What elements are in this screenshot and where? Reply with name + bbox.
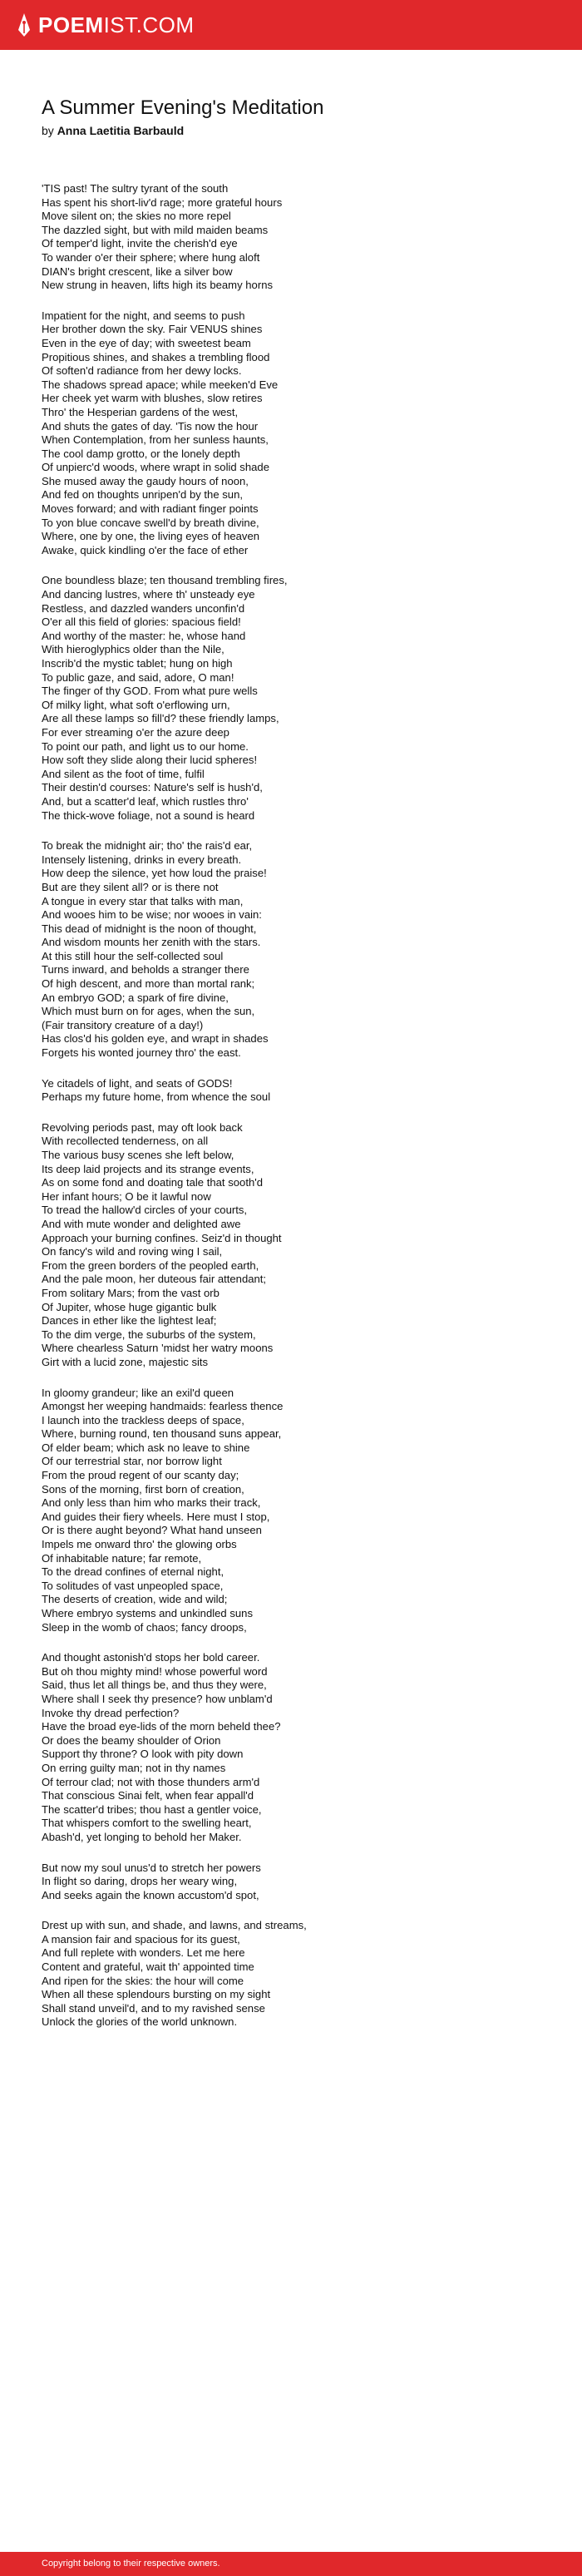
poem-line: Amongst her weeping handmaids: fearless thence [42,1400,284,1413]
poem-line: That conscious Sinai felt, when fear appall'd [42,1789,254,1802]
poem-line: Of temper'd light, invite the cherish'd eye [42,237,238,250]
poem-line: Of Jupiter, whose huge gigantic bulk [42,1300,217,1313]
poem-line: How deep the silence, yet how loud the praise! [42,867,267,880]
poem-line: Her infant hours; O be it lawful now [42,1189,211,1203]
poem-line: Drest up with sun, and shade, and lawns, and streams, [42,1919,307,1932]
poem-line: And wooes him to be wise; nor wooes in vain: [42,908,262,922]
poem-line: DIAN's bright crescent, like a silver bow [42,265,233,278]
poem-line: Content and grateful, wait th' appointed time [42,1960,254,1974]
poem-line: Even in the eye of day; with sweetest beam [42,336,251,349]
poem-line: Of elder beam; which ask no leave to shine [42,1441,250,1454]
poem-line: Awake, quick kindling o'er the face of ether [42,543,249,556]
poem-line: That whispers comfort to the swelling heart, [42,1817,252,1830]
stanza [42,1121,557,1370]
poem-line: And thought astonish'd stops her bold career. [42,1651,260,1664]
stanza [42,574,557,823]
stanza [42,182,557,293]
poem-line: And ripen for the skies: the hour will come [42,1974,244,1987]
poem-line: (Fair transitory creature of a day!) [42,1018,204,1031]
poem-line: For ever streaming o'er the azure deep [42,725,229,739]
by-label: by [42,124,54,137]
poem-line: Her brother down the sky. Fair VENUS shines [42,323,263,336]
poem-line: And, but a scatter'd leaf, which rustles thro' [42,794,249,808]
poem-line: To tread the hallow'd circles of your courts, [42,1204,248,1217]
poem-line: Girt with a lucid zone, majestic sits [42,1355,209,1368]
poem-line: Invoke thy dread perfection? [42,1706,180,1719]
poem-line: Thro' the Hesperian gardens of the west, [42,405,239,418]
poem-line: Said, thus let all things be, and thus they were, [42,1679,267,1692]
poem-line: How soft they slide along their lucid spheres! [42,754,258,767]
poem-line: Of our terrestrial star, nor borrow light [42,1455,222,1468]
poem-line: Revolving periods past, may oft look back [42,1120,243,1134]
poem-line: The dazzled sight, but with mild maiden beams [42,223,269,236]
poem-line: On erring guilty man; not in thy names [42,1761,226,1774]
poem-line: The cool damp grotto, or the lonely depth [42,447,240,460]
poem-line: Where, burning round, ten thousand suns appear, [42,1427,282,1441]
poem-line: Forgets his wonted journey thro' the east. [42,1046,241,1060]
poem-line: To point our path, and light us to our home. [42,739,249,753]
poem-line: But now my soul unus'd to stretch her powers [42,1861,261,1874]
poem-line: Their destin'd courses: Nature's self is hush'd, [42,781,263,794]
poem-line: At this still hour the self-collected soul [42,949,224,962]
poem-line: And shuts the gates of day. 'Tis now the hour [42,419,259,433]
poem-line: When Contemplation, from her sunless haunts, [42,433,269,447]
poem-line: To break the midnight air; tho' the rais'd ear, [42,839,253,853]
poem-line: And seeks again the known accustom'd spot, [42,1888,259,1901]
poem-line: This dead of midnight is the noon of thought, [42,922,257,935]
poem-line: Shall stand unveil'd, and to my ravished sense [42,2001,265,2015]
poem-line: Of high descent, and more than mortal rank; [42,977,255,991]
poem-line: From the proud regent of our scanty day; [42,1469,239,1482]
poem-line: Are all these lamps so fill'd? these friendly lamps, [42,712,279,725]
copyright-text: Copyright belong to their respective owners. [42,2559,220,2569]
poem-line: Moves forward; and with radiant finger points [42,502,259,516]
poem-line: Or is there aught beyond? What hand unseen [42,1524,262,1537]
poem-line: And fed on thoughts unripen'd by the sun, [42,488,244,502]
poem-line: And only less than him who marks their track, [42,1496,261,1510]
poem-line: From the green borders of the peopled earth, [42,1258,259,1272]
poem-line: Abash'd, yet longing to behold her Maker. [42,1830,242,1843]
poem-line: Where, one by one, the living eyes of heaven [42,530,260,543]
poem-body [42,182,557,2046]
poem-line: To yon blue concave swell'd by breath divine, [42,516,259,529]
poem-line: And silent as the foot of time, fulfil [42,767,205,780]
poem-line: Dances in ether like the lightest leaf; [42,1314,217,1328]
poem-line: Turns inward, and beholds a stranger there [42,963,249,977]
poem-line: Impatient for the night, and seems to push [42,309,245,322]
poem-line: The thick-wove foliage, not a sound is heard [42,808,255,822]
poem-line: Of soften'd radiance from her dewy locks. [42,364,242,378]
logo-rest-text: IST.COM [103,12,195,37]
poem-title: A Summer Evening's Meditation [42,96,324,119]
poem-line: O'er all this field of glories: spacious field! [42,616,241,629]
poem-line: With hieroglyphics older than the Nile, [42,643,224,656]
poem-line: Where chearless Saturn 'midst her watry moons [42,1342,274,1355]
poem-line: The various busy scenes she left below, [42,1149,234,1161]
pen-nib-icon[interactable] [18,13,30,37]
poem-line: Support thy throne? O look with pity down [42,1748,244,1761]
poem-line: Where shall I seek thy presence? how unblam'd [42,1692,273,1705]
poem-line: In flight so daring, drops her weary wing, [42,1875,238,1888]
author-link[interactable]: Anna Laetitia Barbauld [57,124,185,137]
site-logo[interactable] [38,12,195,38]
poem-line: But are they silent all? or is there not [42,880,219,893]
stanza [42,1077,557,1105]
poem-line: In gloomy grandeur; like an exil'd queen [42,1386,234,1399]
poem-line: Restless, and dazzled wanders unconfin'd [42,601,245,615]
poem-line: The shadows spread apace; while meeken'd Eve [42,378,279,391]
poem-line: When all these splendours bursting on my sight [42,1988,271,2001]
poem-line: As on some fond and doating tale that sooth'd [42,1176,264,1189]
poem-line: And wisdom mounts her zenith with the stars. [42,936,261,949]
poem-line: One boundless blaze; ten thousand trembling fires, [42,574,288,587]
stanza [42,309,557,558]
poem-line: And with mute wonder and delighted awe [42,1217,241,1230]
poem-line: An embryo GOD; a spark of fire divine, [42,991,229,1004]
poem-line: But oh thou mighty mind! whose powerful word [42,1664,268,1678]
poem-line: With recollected tenderness, on all [42,1135,209,1148]
poem-line: Impels me onward thro' the glowing orbs [42,1538,237,1551]
stanza [42,839,557,1061]
poem-line: Intensely listening, drinks in every breath. [42,853,242,866]
poem-line: Propitious shines, and shakes a trembling flood [42,350,270,363]
poem-line: New strung in heaven, lifts high its beamy horns [42,279,274,292]
stanza [42,1919,557,2030]
poem-line: The finger of thy GOD. From what pure wells [42,685,258,698]
poem-line: And guides their fiery wheels. Here must I stop, [42,1510,270,1523]
poem-line: To solitudes of vast unpeopled space, [42,1579,224,1592]
poem-line: To the dread confines of eternal night, [42,1565,224,1579]
poem-line: The deserts of creation, wide and wild; [42,1593,228,1606]
poem-line: 'TIS past! The sultry tyrant of the south [42,182,229,195]
poem-line: Its deep laid projects and its strange events, [42,1162,254,1175]
site-header [0,0,582,50]
poem-line: Has clos'd his golden eye, and wrapt in shades [42,1032,269,1046]
logo-bold-text: POEM [38,12,104,37]
poem-line: From solitary Mars; from the vast orb [42,1286,219,1299]
poem-line: On fancy's wild and roving wing I sail, [42,1245,223,1258]
poem-line: Has spent his short-liv'd rage; more grateful hours [42,195,283,209]
poem-line: Which must burn on for ages, when the sun, [42,1005,255,1018]
poem-line: Have the broad eye-lids of the morn beheld thee? [42,1720,281,1733]
poem-line: To the dim verge, the suburbs of the system, [42,1328,256,1341]
byline [42,124,184,137]
poem-line: I launch into the trackless deeps of space, [42,1413,244,1426]
poem-line: Sleep in the womb of chaos; fancy droops, [42,1620,247,1634]
poem-line: Her cheek yet warm with blushes, slow retires [42,392,263,405]
poem-line: Inscrib'd the mystic tablet; hung on high [42,657,233,670]
stanza [42,1651,557,1844]
poem-line: Of unpierc'd woods, where wrapt in solid shade [42,461,269,474]
poem-line: And the pale moon, her duteous fair attendant; [42,1273,267,1286]
poem-line: Of terrour clad; not with those thunders arm'd [42,1775,260,1788]
site-footer [0,2552,582,2576]
poem-line: The scatter'd tribes; thou hast a gentler voice, [42,1802,262,1816]
poem-line: Perhaps my future home, from whence the soul [42,1090,271,1104]
poem-line: And worthy of the master: he, whose hand [42,629,246,642]
poem-line: Unlock the glories of the world unknown. [42,2015,238,2029]
poem-line: Or does the beamy shoulder of Orion [42,1733,221,1747]
poem-line: And dancing lustres, where th' unsteady eye [42,588,255,601]
poem-line: Approach your burning confines. Seiz'd in thought [42,1231,282,1244]
poem-line: A mansion fair and spacious for its guest, [42,1932,240,1946]
stanza [42,1862,557,1903]
poem-line: She mused away the gaudy hours of noon, [42,474,249,487]
poem-line: And full replete with wonders. Let me here [42,1946,245,1960]
poem-line: A tongue in every star that talks with man, [42,894,244,907]
poem-line: Move silent on; the skies no more repel [42,210,231,223]
poem-line: Where embryo systems and unkindled suns [42,1607,253,1619]
poem-line: Ye citadels of light, and seats of GODS! [42,1076,233,1090]
poem-line: Sons of the morning, first born of creation, [42,1482,244,1496]
poem-line: To wander o'er their sphere; where hung aloft [42,250,260,264]
stanza [42,1387,557,1635]
poem-line: To public gaze, and said, adore, O man! [42,670,234,684]
poem-line: Of inhabitable nature; far remote, [42,1551,202,1565]
poem-line: Of milky light, what soft o'erflowing urn, [42,698,230,711]
